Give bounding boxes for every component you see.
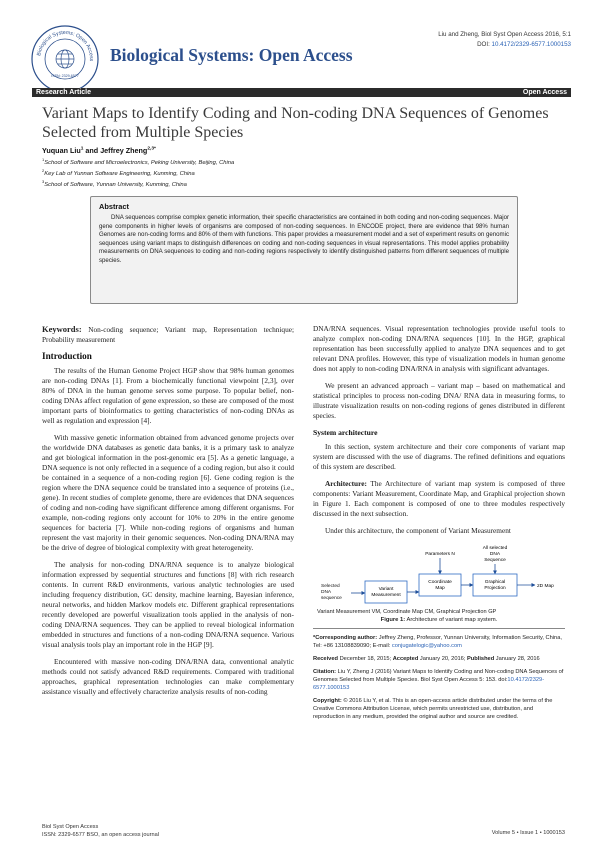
run-in-heading: Architecture: bbox=[325, 479, 367, 488]
note-text: © 2016 Liu Y, et al. This is an open-access article distributed under the terms of the Creative Commons Attribution License, which permits unrestricted use, distribution, and reproduction in any medium, provided the original author and source are credited. bbox=[313, 698, 553, 720]
dates-note bbox=[313, 655, 565, 663]
diagram-input-label: Selected bbox=[321, 584, 340, 589]
abstract-box bbox=[90, 196, 518, 304]
journal-logo bbox=[30, 24, 100, 94]
logo-issn: ISSN: 2329-6577 bbox=[51, 74, 79, 78]
author-separator: and bbox=[83, 146, 101, 155]
paragraph: In this section, system architecture and their core components of variant map system are discussed with the use of diagrams. The refined definitions and equations of this system are described. bbox=[313, 442, 565, 471]
paragraph-text: The Architecture of variant map system is composed of three components: Variant Measurement, Coordinate Map, and Graphical projection shown in Figure 1. Each component is composed of one to three modules respectively discussed in the next subsection. bbox=[313, 479, 565, 518]
figure-caption bbox=[313, 617, 565, 623]
globe-icon bbox=[56, 50, 74, 68]
affiliations bbox=[42, 156, 234, 189]
email-link[interactable]: conjugatelogic@yahoo.com bbox=[391, 643, 462, 649]
figure-subcaption: Variant Measurement VM, Coordinate Map CM, Graphical Projection GP bbox=[317, 609, 497, 615]
affiliation bbox=[42, 156, 234, 167]
header-citation: Liu and Zheng, Biol Syst Open Access 2016, 5:1 bbox=[438, 31, 571, 38]
note-text: December 18, 2015; bbox=[337, 656, 393, 662]
diagram-input-label: DNA bbox=[321, 590, 332, 595]
header-citation-block bbox=[438, 30, 571, 49]
right-column bbox=[313, 324, 565, 543]
affiliation-text: School of Software and Microelectronics, Peking University, Beijing, China bbox=[44, 159, 235, 166]
figure-1 bbox=[313, 543, 565, 623]
corresponding-author-note bbox=[313, 634, 565, 650]
vm-label: Measurement bbox=[371, 593, 401, 598]
citation-doi-link[interactable]: 10.4172/2329-6577.1000153 bbox=[313, 677, 545, 691]
output-label: 2D Map bbox=[537, 584, 554, 589]
paragraph: We present an advanced approach – variant map – based on mathematical and statistical principles to process non-coding DNA/ RNA data in measuring forms, to illustrate visualization results on non-coding regions of genes distributed in different species. bbox=[313, 381, 565, 420]
left-column bbox=[42, 324, 294, 704]
note-text: Liu Y, Zheng J (2016) Variant Maps to Identify Coding and Non-coding DNA Sequences of Genomes Selected from Multiple Species. Biol Syst Open Access 5: 153. doi: bbox=[313, 669, 564, 683]
paragraph: The analysis for non-coding DNA/RNA sequence is to analyze biological information expressed by sequential structures and functions [8] with rich research contents. In current R&D environments, various analytic technologies are used including frequency distribution, GC density, machine learning, Bayesian inference, neural networks, and hidden Markov models etc. Different graphical representations recently developed are powerful visualization tools applied in the analysis of non-coding DNA/RNA sequences. They can be applied to reveal biological information embedded in structures and functions of a non-coding DNA/RNA sequence. Various visual analysis tools play an important role in the HGP [9]. bbox=[42, 560, 294, 649]
all-selected-label: DNA bbox=[489, 552, 501, 557]
gp-label: Projection bbox=[484, 586, 506, 591]
author-affil-mark: 2,3* bbox=[147, 146, 156, 152]
section-heading-system-architecture: System architecture bbox=[313, 428, 378, 437]
architecture-diagram bbox=[313, 543, 565, 607]
note-label: Published bbox=[467, 656, 495, 662]
journal-title: Biological Systems: Open Access bbox=[110, 45, 353, 65]
paragraph: With massive genetic information obtained from advanced genome projects over the worldwide DNA databases as genetic data banks, it is a primary task to analyze and get biological information in the post-genomic era [5]. As a genetic language, a DNA sequence is not only reflected in a sequence of a coding region, but also it could be contained in a sequence of a non-coding region [6]. Gene coding region is the region where the DNA sequence could be translated into a sequence of proteins (i.e., gene). In recent studies of complete genome, there are evidences that DNA sequences of coding and non-coding have significant difference among different organisms. For example, non-coding regions only account for 10% to 20% in the entire genome sequences for bacteria [7]. While non-coding regions of organisms and human represent the vast majority in their genomic sequences. Non-coding DNA/RNA may be the drive of degree of biological complexity with great heterogeneity. bbox=[42, 433, 294, 552]
footer-journal: Biol Syst Open Access bbox=[42, 824, 99, 830]
paragraph bbox=[313, 479, 565, 519]
cm-label: Map bbox=[435, 586, 445, 591]
affiliation-mark: 2 bbox=[42, 168, 45, 174]
note-label: Accepted bbox=[392, 656, 419, 662]
figure-caption-text: Architecture of variant map system. bbox=[405, 617, 498, 623]
note-text: Jeffrey Zheng, Professor, Yunnan University, Information Security, China, Tel: +86 13108839090; E-mail: bbox=[313, 635, 562, 649]
figure-caption-label: Figure 1: bbox=[380, 617, 406, 623]
note-label: *Corresponding author: bbox=[313, 635, 378, 641]
note-text: January 28, 2016 bbox=[494, 656, 540, 662]
article-title: Variant Maps to Identify Coding and Non-coding DNA Sequences of Genomes Selected from Multiple Species bbox=[42, 105, 549, 141]
abstract-heading: Abstract bbox=[99, 202, 129, 211]
vm-label: Variant bbox=[378, 587, 394, 592]
article-type-label: Research Article bbox=[36, 89, 91, 96]
diagram-input-label: sequence bbox=[321, 596, 342, 601]
paragraph: The results of the Human Genome Project HGP show that 98% human genomes are non-coding DNAs [1]. From a biochemically functional viewpoint [2,3], over 80% of DNA in the human genome serves some purpose. To popular belief, non-coding DNAs affect regulation of gene expression, so these are composed of the most important parts of bioinformatics to getting characteristics of non-coding DNAs as well as regulation and expression [4]. bbox=[42, 366, 294, 425]
gp-box bbox=[473, 574, 517, 596]
logo-ring-text: Biological Systems: Open Access bbox=[36, 29, 95, 62]
cm-label: Coordinate bbox=[428, 580, 452, 585]
footer-volume: Volume 5 • Issue 1 • 1000153 bbox=[491, 830, 565, 836]
article-notes bbox=[313, 634, 565, 726]
footer-issn: ISSN: 2329-6577 BSO, an open access journal bbox=[42, 831, 159, 838]
affiliation bbox=[42, 178, 234, 189]
footnote-divider bbox=[313, 628, 565, 629]
paragraph: DNA/RNA sequences. Visual representation technologies provide useful tools to analyze complex non-coding DNA/RNA sequences [10]. In the HGP, graphical representation has been successfully applied to analyze DNA sequences and to get relevant DNA profiles. However, this type of visualization models in human genome does not apply to non-coding DNA/RNA in analysis with significant advantages. bbox=[313, 324, 565, 373]
open-access-label: Open Access bbox=[522, 89, 567, 96]
all-selected-label: Sequence bbox=[484, 558, 506, 563]
keywords bbox=[42, 324, 294, 345]
doi-prefix: DOI: bbox=[477, 40, 492, 48]
parameters-label: Parameters N bbox=[425, 552, 455, 557]
note-label: Received bbox=[313, 656, 338, 662]
citation-note bbox=[313, 668, 565, 692]
paragraph: Under this architecture, the component of Variant Measurement bbox=[325, 526, 511, 535]
header-doi-line bbox=[438, 40, 571, 50]
copyright-note bbox=[313, 697, 565, 721]
affiliation-text: School of Software, Yunnan University, Kunming, China bbox=[44, 182, 187, 189]
author-affil-mark: 1 bbox=[80, 146, 84, 152]
affiliation-mark: 3 bbox=[42, 179, 45, 185]
affiliation bbox=[42, 167, 234, 178]
keywords-text: Non-coding sequence; Variant map, Representation technique; Probability measurement bbox=[42, 325, 294, 344]
header-doi-link[interactable]: 10.4172/2329-6577.1000153 bbox=[491, 40, 571, 48]
gp-label: Graphical bbox=[484, 580, 506, 585]
affiliation-mark: 1 bbox=[42, 157, 45, 162]
note-label: Copyright: bbox=[313, 698, 342, 704]
footer-left bbox=[42, 824, 159, 839]
affiliation-text: Key Lab of Yunnan Software Engineering, Kunming, China bbox=[44, 171, 195, 178]
note-label: Citation: bbox=[313, 669, 337, 675]
author-line bbox=[42, 146, 156, 155]
vm-box bbox=[365, 581, 407, 603]
paragraph: Encountered with massive non-coding DNA/RNA data, conventional analytic methods could not satisfy advanced R&D requirements. Compared with traditional approaches, graphical representation technologies can make complementary assistance visually and effectively characterize analysis results of non-coding bbox=[42, 657, 294, 696]
author-name: Yuquan Liu bbox=[42, 146, 81, 155]
author-name: Jeffrey Zheng bbox=[100, 146, 148, 155]
keywords-label: Keywords: bbox=[42, 324, 82, 334]
note-text: January 20, 2016; bbox=[418, 656, 467, 662]
article-type-bar bbox=[32, 88, 571, 97]
section-heading-introduction: Introduction bbox=[42, 351, 92, 361]
abstract-body: DNA sequences comprise complex genetic information, their specific characteristics are contained in both coding and non-coding sequences. Major gene components in higher levels of organisms are composed of non-coding sequences. In ENCODE project, there are evidence that 98% human Genomes are non-coding forms and 80% of them with functions. This paper provides a measurement model and a set of experiment results on genomic sequences using variant maps to distinguish differences on coding and non-coding sequences in visual representations. This model applies probability measurements on DNA sequences to coding and non-coding regions respectively to identify distinguished patterns from different sequences of multiple species. bbox=[99, 214, 509, 264]
all-selected-label: All selected bbox=[482, 546, 508, 551]
cm-box bbox=[419, 574, 461, 596]
